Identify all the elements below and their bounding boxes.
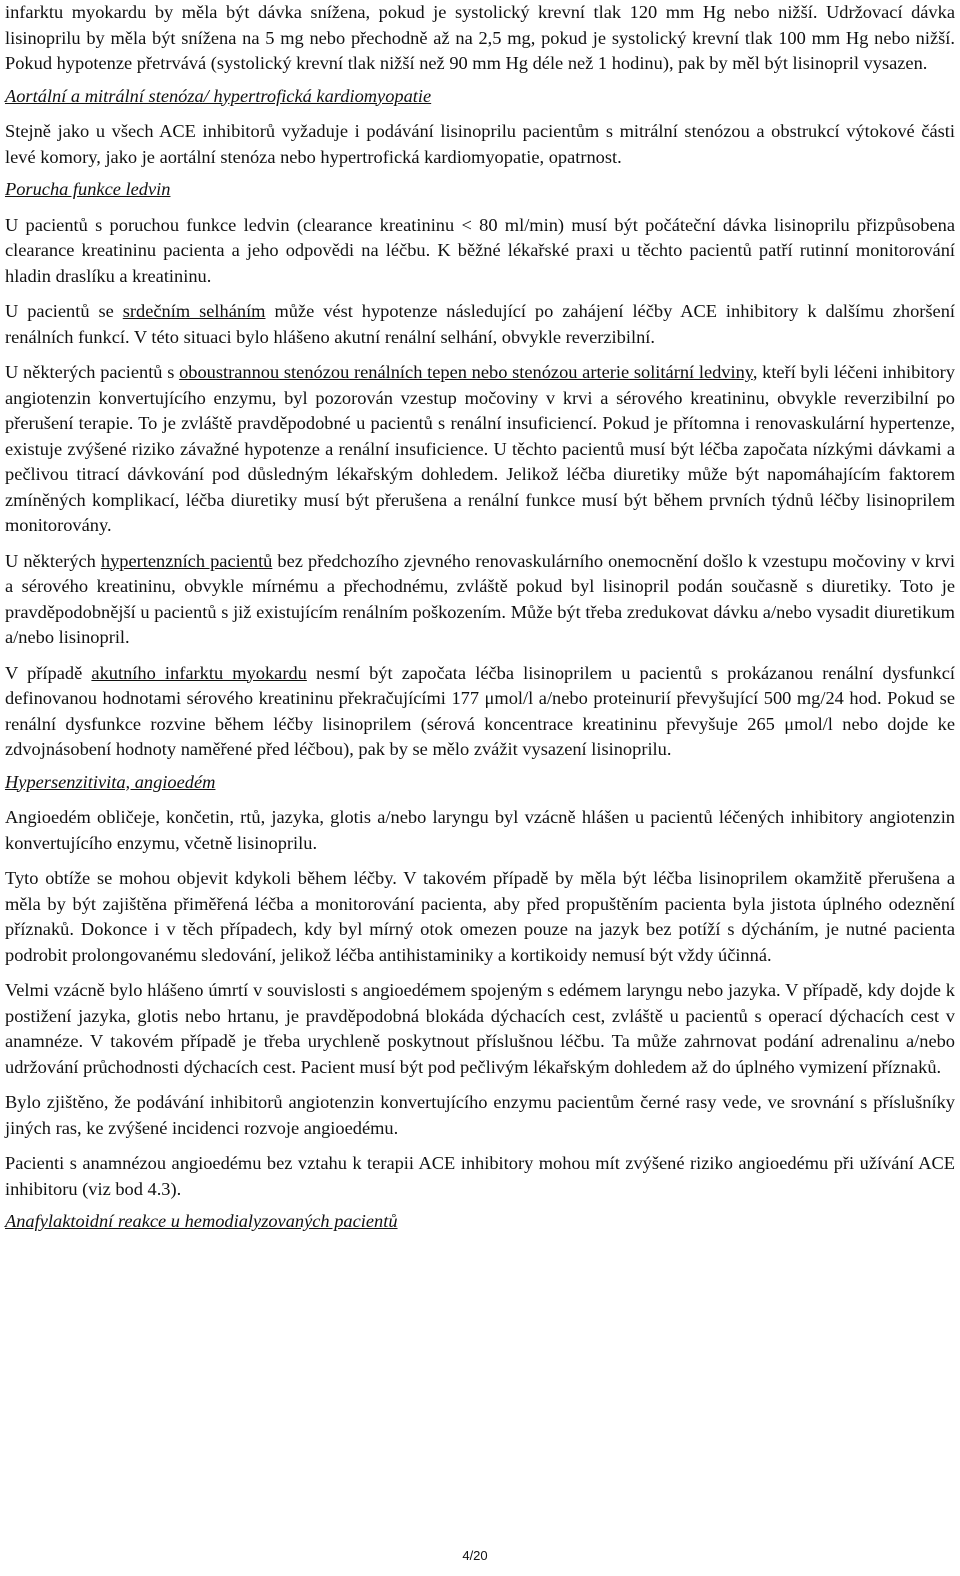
- page-number: 4/20: [462, 1548, 488, 1563]
- paragraph-renal-impairment: U pacientů s poruchou funkce ledvin (clearance kreatininu < 80 ml/min) musí být počáteční dávka lisinoprilu přizpůsobena clearance kreatininu pacienta a jeho odpovědi na léčbu. K běžné lékařské praxi u těchto pacientů patří rutinní monitorování hladin draslíku a kreatininu.: [5, 214, 955, 286]
- paragraph-renal-artery-stenosis: U některých pacientů s oboustrannou stenózou renálních tepen nebo stenózou arterie solitární ledviny, kteří byli léčeni inhibitory angiotenzin konvertujícího enzymu, byl pozorován vzestup močoviny v krvi a sérového kreatininu, obvykle reverzibilní po přerušení terapie. To je zvláště pravděpodobné u pacientů s renální insuficiencí. Pokud je přítomna i renovaskulární hypertenze, existuje zvýšené riziko závažné hypotenze a renální insuficience. U těchto pacientů musí být léčba započata nízkými dávkami a pečlivou titrací dávkování pod důsledným lékařským dohledem. Jelikož léčba diuretiky může být napomáhajícím faktorem zmíněných komplikací, léčba diuretiky musí být přerušena a renální funkce musí být během prvních týdnů léčby lisinoprilem monitorovány.: [5, 362, 955, 535]
- underlined-term-acute-mi: akutního infarktu myokardu: [91, 662, 307, 683]
- paragraph-heart-failure: U pacientů se srdečním selháním může vést hypotenze následující po zahájení léčby ACE inhibitory k dalšímu zhoršení renálních funkcí. V této situaci bylo hlášeno akutní renální selhání, obvykle reverzibilní.: [5, 301, 956, 347]
- section-heading-anaphylactoid: Anafylaktoidní reakce u hemodialyzovaných pacientů: [5, 1211, 398, 1231]
- section-heading-hypersensitivity: Hypersenzitivita, angioedém: [5, 771, 216, 792]
- paragraph-acute-myocardial-infarction: V případě akutního infarktu myokardu nesmí být započata léčba lisinoprilem u pacientů s prokázanou renální dysfunkcí definovanou hodnotami sérového kreatininu překračujícími 177 μmol/l a/nebo proteinurií převyšující 500 mg/24 hod. Pokud se renální dysfunkce rozvine během léčby lisinoprilem (sérová koncentrace kreatininu převyšuje 265 μmol/l nebo dojde ke zdvojnásobení hodnoty naměřené před léčbou), pak by se mělo zvážit vysazení lisinoprilu.: [5, 662, 955, 759]
- paragraph-angioedema-management: Tyto obtíže se mohou objevit kdykoli během léčby. V takovém případě by měla být léčba lisinoprilem okamžitě přerušena a měla by být zajištěna přiměřená léčba a monitorování pacienta, aby před propuštěním pacienta byla jistota úplného odeznění příznaků. Dokonce i v těch případech, kdy byl mírný otok omezen pouze na jazyk bez potíží s dýcháním, je nutné pacienta podrobit prolongovanému sledování, jelikož léčba antihistaminiky a kortikoidy nemusí být vždy účinná.: [5, 868, 955, 965]
- paragraph-angioedema-reports: Angioedém obličeje, končetin, rtů, jazyka, glotis a/nebo laryngu byl vzácně hlášen u pacientů léčených inhibitory angiotenzin konvertujícího enzymu, včetně lisinoprilu.: [5, 807, 955, 853]
- paragraph-angioedema-race: Bylo zjištěno, že podávání inhibitorů angiotenzin konvertujícího enzymu pacientům černé rasy vede, ve srovnání s příslušníky jiných ras, ke zvýšené incidenci rozvoje angioedému.: [5, 1092, 955, 1138]
- underlined-term-heart-failure: srdečním selháním: [122, 301, 266, 321]
- section-heading-aortic-stenosis: Aortální a mitrální stenóza/ hypertrofická kardiomyopatie: [5, 85, 432, 106]
- section-heading-renal-impairment: Porucha funkce ledvin: [5, 179, 171, 199]
- paragraph-aortic-stenosis: Stejně jako u všech ACE inhibitorů vyžaduje i podávání lisinoprilu pacientům s mitrální stenózou a obstrukcí výtokové části levé komory, jako je aortální stenóza nebo hypertrofická kardiomyopatie, opatrnost.: [5, 121, 955, 167]
- paragraph-angioedema-fatal: Velmi vzácně bylo hlášeno úmrtí v souvislosti s angioedémem spojeným s edémem laryngu nebo jazyka. V případě, kdy dojde k postižení jazyka, glotis nebo hrtanu, je pravděpodobná blokáda dýchacích cest, zvláště u pacientů s operací dýchacích cest v anamnéze. V takovém případě je třeba urychleně poskytnout příslušnou léčbu. Ta může zahrnovat podání adrenalinu a/nebo udržování průchodnosti dýchacích cest. Pacient musí být pod pečlivým lékařským dohledem až do úplného vymizení příznaků.: [5, 980, 955, 1077]
- underlined-term-renal-artery-stenosis: oboustrannou stenózou renálních tepen nebo stenózou arterie solitární ledviny: [179, 362, 753, 382]
- document-page: [5, 0, 955, 1245]
- paragraph-angioedema-history: Pacienti s anamnézou angioedému bez vztahu k terapii ACE inhibitory mohou mít zvýšené riziko angioedému při užívání ACE inhibitoru (viz bod 4.3).: [5, 1153, 955, 1199]
- paragraph-hypertensive-patients: U některých hypertenzních pacientů bez předchozího zjevného renovaskulárního onemocnění došlo k vzestupu močoviny v krvi a sérového kreatininu, obvykle mírnému a přechodnému, zvláště pokud byl lisinopril podán současně s diuretiky. Toto je pravděpodobnější u pacientů s již existujícím renálním poškozením. Může být třeba zredukovat dávku a/nebo vysadit diuretikum a/nebo lisinopril.: [5, 550, 956, 647]
- paragraph-hypotension-dose: infarktu myokardu by měla být dávka snížena, pokud je systolický krevní tlak 120 mm Hg nebo nižší. Udržovací dávka lisinoprilu by měla být snížena na 5 mg nebo přechodně až na 2,5 mg, pokud je systolický krevní tlak 100 mm Hg nebo nižší. Pokud hypotenze přetrvává (systolický krevní tlak nižší než 90 mm Hg déle než 1 hodinu), pak by měl být lisinopril vysazen.: [5, 2, 955, 73]
- underlined-term-hypertensive-patients: hypertenzních pacientů: [100, 550, 273, 571]
